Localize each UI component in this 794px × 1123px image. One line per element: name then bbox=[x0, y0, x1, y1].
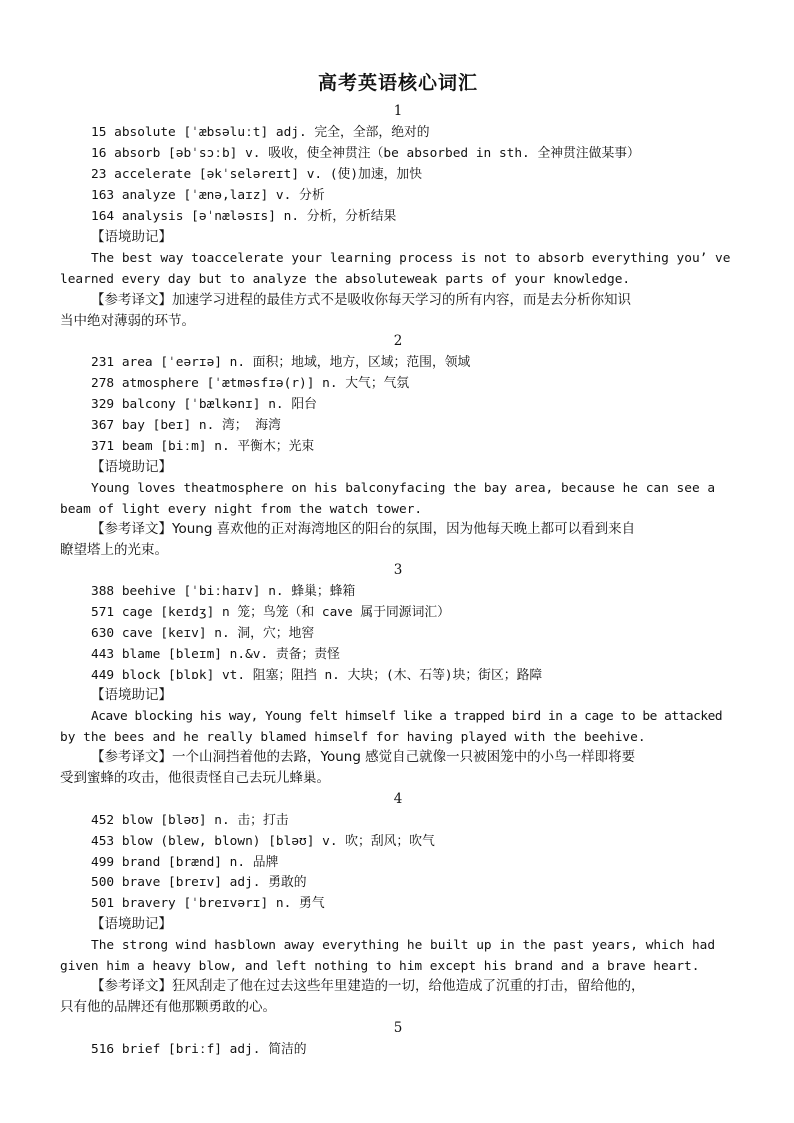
vocab-entry: 367 bay [beɪ] n. 湾； 海湾 bbox=[91, 418, 281, 433]
section-number: 5 bbox=[393, 1020, 403, 1036]
vocab-entry: 16 absorb [əbˈsɔːb] v. 吸收，使全神贯注（be absorbed in sth. 全神贯注做某事） bbox=[91, 146, 640, 161]
vocab-entry: 164 analysis [əˈnæləsɪs] n. 分析，分析结果 bbox=[91, 209, 397, 224]
vocab-entry: 500 brave [breɪv] adj. 勇敢的 bbox=[91, 875, 307, 890]
vocab-entry: 571 cage [keɪdʒ] n 笼；鸟笼（和 cave 属于同源词汇） bbox=[91, 605, 450, 620]
translation: 【参考译文】狂风刮走了他在过去这些年里建造的一切，给他造成了沉重的打击，留给他的， bbox=[91, 978, 645, 994]
vocab-entry: 329 balcony [ˈbælkənɪ] n. 阳台 bbox=[91, 397, 317, 412]
vocab-entry: 278 atmosphere [ˈætməsfɪə(r)] n. 大气；气氛 bbox=[91, 376, 410, 391]
context-sentence: The best way toaccelerate your learning process is not to absorb everything you’ ve bbox=[91, 251, 731, 266]
vocab-entry: 443 blame [bleɪm] n.&v. 责备；责怪 bbox=[91, 647, 340, 662]
vocab-entry: 449 block [blɒk] vt. 阻塞；阻挡 n. 大块；(木、石等)块；街区；路障 bbox=[91, 668, 543, 683]
vocab-entry: 453 blow (blew, blown) [bləʊ] v. 吹；刮风；吹气 bbox=[91, 834, 435, 849]
context-sentence: given him a heavy blow, and left nothing to him except his brand and a brave heart. bbox=[60, 959, 700, 974]
vocab-entry: 452 blow [bləʊ] n. 击；打击 bbox=[91, 813, 289, 828]
section-number: 1 bbox=[393, 103, 403, 119]
section-number: 4 bbox=[393, 791, 403, 807]
section-number: 2 bbox=[393, 333, 403, 349]
vocab-entry: 501 bravery [ˈbreɪvərɪ] n. 勇气 bbox=[91, 896, 325, 911]
translation: 【参考译文】加速学习进程的最佳方式不是吸收你每天学习的所有内容，而是去分析你知识 bbox=[91, 292, 631, 308]
context-sentence: beam of light every night from the watch tower. bbox=[60, 502, 423, 517]
vocab-entry: 231 area [ˈeərɪə] n. 面积；地域，地方，区域；范围，领域 bbox=[91, 355, 471, 370]
context-label: 【语境助记】 bbox=[91, 229, 172, 245]
translation: 【参考译文】Young 喜欢他的正对海湾地区的阳台的氛围，因为他每天晚上都可以看到来自 bbox=[91, 521, 636, 537]
vocab-entry: 499 brand [brænd] n. 品牌 bbox=[91, 855, 279, 870]
translation: 【参考译文】一个山洞挡着他的去路，Young 感觉自己就像一只被困笼中的小鸟一样即将要 bbox=[91, 749, 636, 765]
context-sentence: Acave blocking his way, Young felt himself like a trapped bird in a cage to be attacked bbox=[91, 709, 723, 724]
context-label: 【语境助记】 bbox=[91, 916, 172, 932]
page-title: 高考英语核心词汇 bbox=[317, 72, 478, 94]
translation: 当中绝对薄弱的环节。 bbox=[60, 313, 195, 329]
translation: 瞭望塔上的光束。 bbox=[60, 542, 168, 558]
context-sentence: The strong wind hasblown away everything he built up in the past years, which had bbox=[91, 938, 716, 953]
vocab-entry: 388 beehive [ˈbiːhaɪv] n. 蜂巢；蜂箱 bbox=[91, 584, 356, 599]
context-sentence: learned every day but to analyze the absoluteweak parts of your knowledge. bbox=[60, 272, 631, 287]
section-number: 3 bbox=[393, 562, 403, 578]
vocab-entry: 163 analyze [ˈænə,laɪz] v. 分析 bbox=[91, 188, 325, 203]
context-label: 【语境助记】 bbox=[91, 459, 172, 475]
vocab-entry: 15 absolute [ˈæbsəluːt] adj. 完全，全部，绝对的 bbox=[91, 125, 430, 140]
vocab-entry: 516 brief [briːf] adj. 简洁的 bbox=[91, 1042, 307, 1057]
vocab-entry: 371 beam [biːm] n. 平衡木；光束 bbox=[91, 439, 315, 454]
context-sentence: by the bees and he really blamed himself for having played with the beehive. bbox=[60, 730, 646, 745]
context-label: 【语境助记】 bbox=[91, 687, 172, 703]
translation: 受到蜜蜂的攻击，他很责怪自己去玩儿蜂巢。 bbox=[60, 770, 330, 786]
vocab-entry: 630 cave [keɪv] n. 洞，穴；地窖 bbox=[91, 626, 315, 641]
vocab-entry: 23 accelerate [əkˈseləreɪt] v. (使)加速，加快 bbox=[91, 167, 423, 182]
context-sentence: Young loves theatmosphere on his balconyfacing the bay area, because he can see a bbox=[91, 481, 716, 496]
translation: 只有他的品牌还有他那颗勇敢的心。 bbox=[60, 999, 276, 1015]
